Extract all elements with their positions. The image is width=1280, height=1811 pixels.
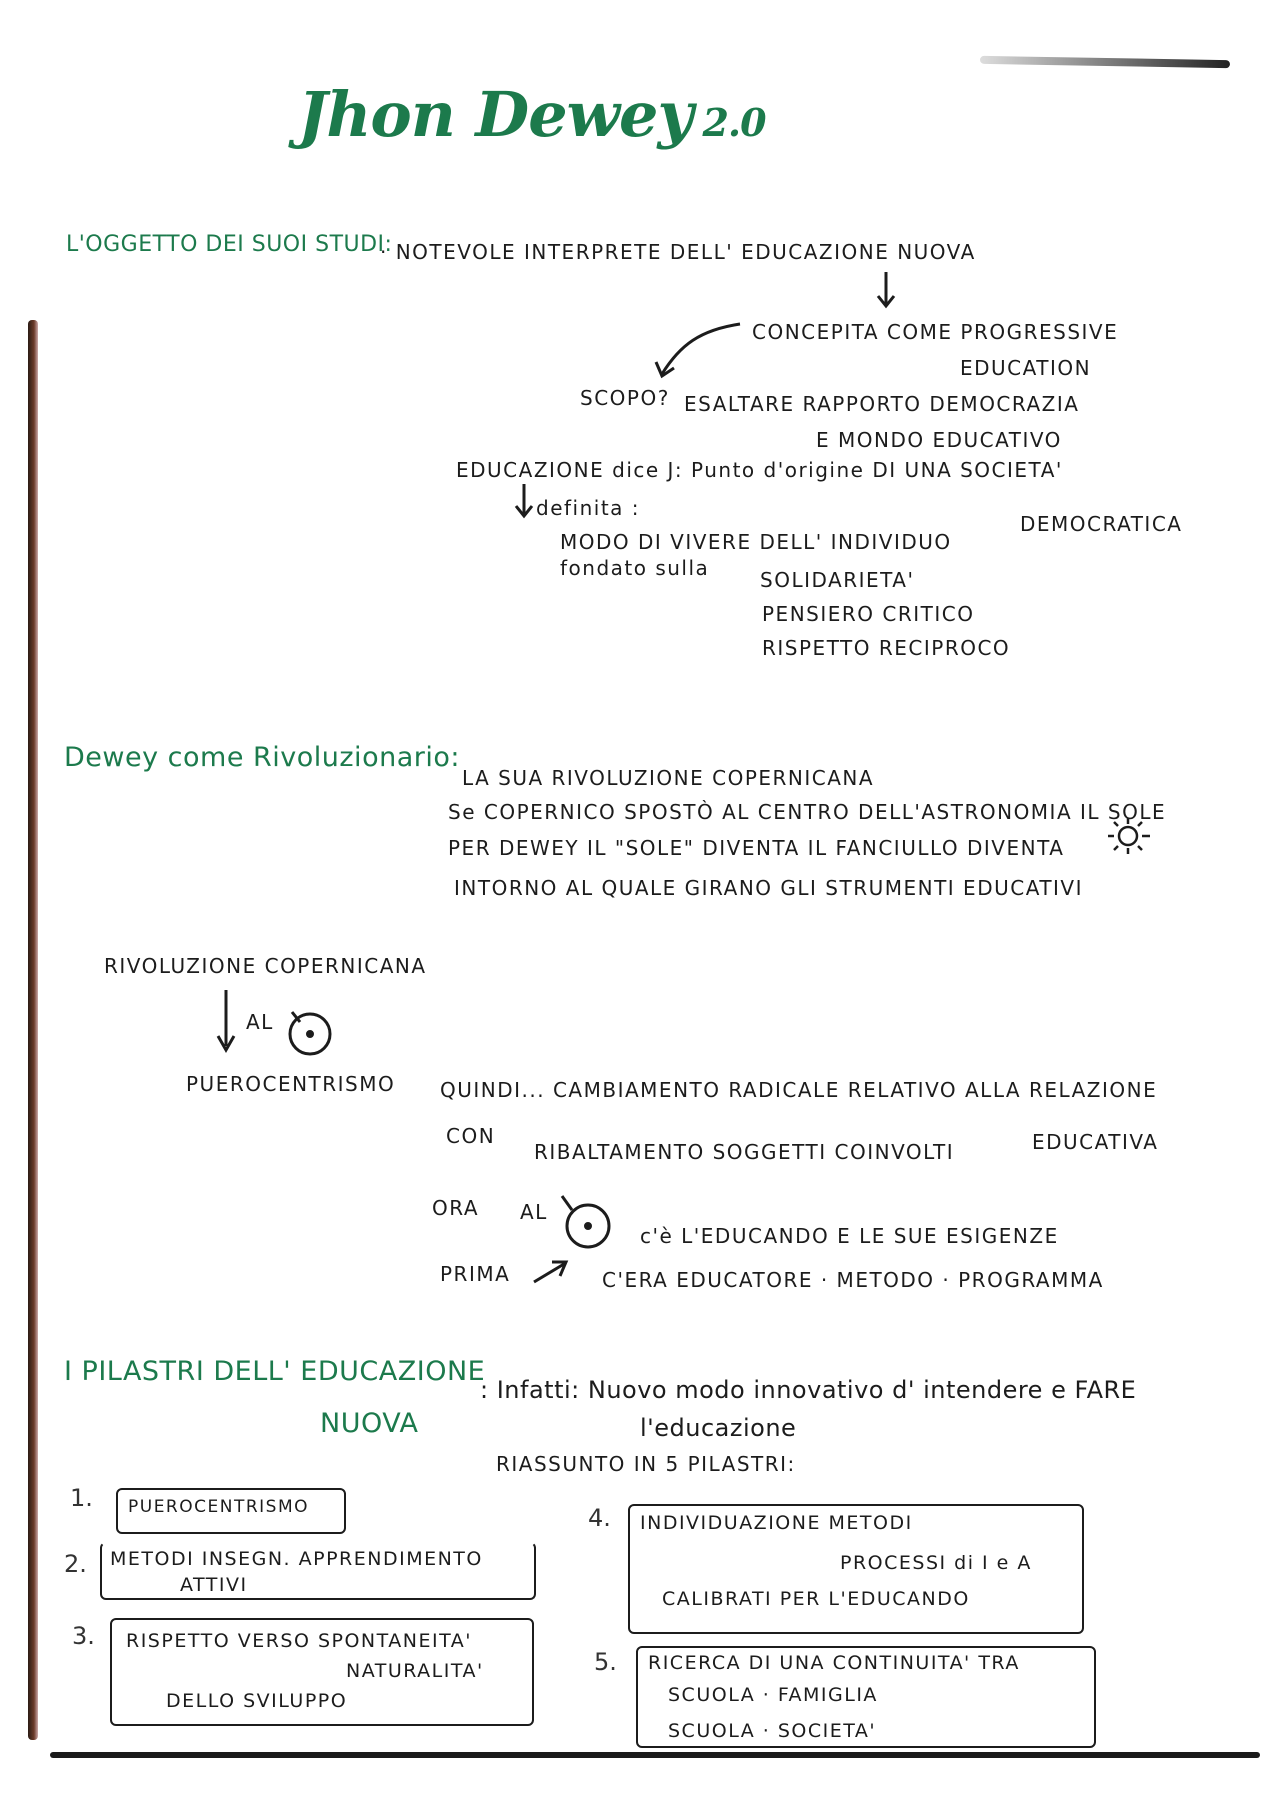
pillar3-line3: DELLO SVILUPPO [166,1690,348,1712]
education-text: EDUCATION [960,356,1092,380]
rivoluzione-copernicana: RIVOLUZIONE COPERNICANA [104,954,427,978]
pillar5-line1: RICERCA DI UNA CONTINUITA' TRA [648,1652,1020,1674]
modo-text: MODO DI VIVERE DELL' INDIVIDUO [560,530,952,554]
pillar5-number: 5. [594,1648,617,1676]
pillar2-line2: ATTIVI [180,1574,248,1596]
rivoluzione-line1: LA SUA RIVOLUZIONE COPERNICANA [462,766,875,790]
section3-intro2: l'educazione [640,1414,797,1442]
pillar4-number: 4. [588,1504,611,1532]
arrow-down-small-icon [516,484,532,516]
pillar2-line1: METODI INSEGN. APPRENDIMENTO [110,1548,483,1570]
value-rispetto: RISPETTO RECIPROCO [762,636,1011,660]
pillar4-line3: CALIBRATI PER L'EDUCANDO [662,1588,970,1610]
educativa-text: EDUCATIVA [1032,1130,1159,1154]
arrow-down-long-icon [218,990,234,1050]
section1-line1: · NOTEVOLE INTERPRETE DELL' EDUCAZIONE NUOVA [380,240,976,264]
pillar1-line1: PUEROCENTRISMO [128,1497,310,1517]
section1-heading: L'OGGETTO DEI SUOI STUDI: [66,232,393,257]
center-circle-icon-2 [562,1196,609,1247]
rivoluzione-line3: PER DEWEY IL "SOLE" DIVENTA IL FANCIULLO DIVENTA [448,836,1065,860]
page-title [298,78,766,151]
value-solidarieta: SOLIDARIETA' [760,568,915,592]
puerocentrismo-text: PUEROCENTRISMO [186,1072,396,1096]
rivoluzione-line4: INTORNO AL QUALE GIRANO GLI STRUMENTI EDUCATIVI [454,876,1084,900]
arrow-prima-icon [534,1262,566,1282]
quindi-text: QUINDI... CAMBIAMENTO RADICALE RELATIVO ALLA RELAZIONE [440,1078,1158,1102]
page-edge-top [980,56,1230,68]
con-text: CON [446,1124,496,1148]
pillar3-line1: RISPETTO VERSO SPONTANEITA' [126,1630,472,1652]
page-edge-bottom [50,1752,1260,1758]
pillar4-line2: PROCESSI di I e A [840,1552,1032,1574]
democratica-text: DEMOCRATICA [1020,512,1183,536]
curved-arrow-icon [656,324,740,376]
value-pensiero: PENSIERO CRITICO [762,602,975,626]
scopo-text1: ESALTARE RAPPORTO DEMOCRAZIA [684,392,1080,416]
rivoluzione-line2: Se COPERNICO SPOSTÒ AL CENTRO DELL'ASTRONOMIA IL SOLE [448,800,1167,824]
arrow-down-icon [878,272,894,306]
scopo-label: SCOPO? [580,386,670,410]
pillar2-number: 2. [64,1550,87,1578]
prima-text: PRIMA [440,1262,511,1286]
al-text: AL [246,1010,274,1034]
pillar1-number: 1. [70,1484,93,1512]
definita-text: definita : [536,496,641,520]
pillar5-line2: SCUOLA · FAMIGLIA [668,1684,878,1706]
educazione-line: EDUCAZIONE dice J: Punto d'origine DI UNA SOCIETA' [456,458,1063,482]
section2-heading: Dewey come Rivoluzionario: [64,742,460,773]
cera-text: C'ERA EDUCATORE · METODO · PROGRAMMA [602,1268,1104,1292]
pillar4-line1: INDIVIDUAZIONE METODI [640,1512,913,1534]
al2-text: AL [520,1200,548,1224]
scopo-text2: E MONDO EDUCATIVO [816,428,1062,452]
section3-heading: I PILASTRI DELL' EDUCAZIONE [64,1356,486,1387]
riassunto-text: RIASSUNTO IN 5 PILASTRI: [496,1452,796,1476]
section3-heading-nuova: NUOVA [320,1408,419,1439]
concepita-text: CONCEPITA COME PROGRESSIVE [752,320,1119,344]
page-edge-left [28,320,38,1740]
ce-text: c'è L'EDUCANDO E LE SUE ESIGENZE [640,1224,1059,1248]
section3-intro1: : Infatti: Nuovo modo innovativo d' intendere e FARE [480,1376,1137,1404]
title-version: 2.0 [702,100,766,145]
title-main: Jhon Dewey [298,78,693,151]
center-circle-icon [290,1012,330,1054]
pillar5-line3: SCUOLA · SOCIETA' [668,1720,877,1742]
ribaltamento-text: RIBALTAMENTO SOGGETTI COINVOLTI [534,1140,955,1164]
pillar3-number: 3. [72,1622,95,1650]
fondato-text: fondato sulla [560,556,710,580]
pillar3-line2: NATURALITA' [346,1660,484,1682]
ora-text: ORA [432,1196,480,1220]
